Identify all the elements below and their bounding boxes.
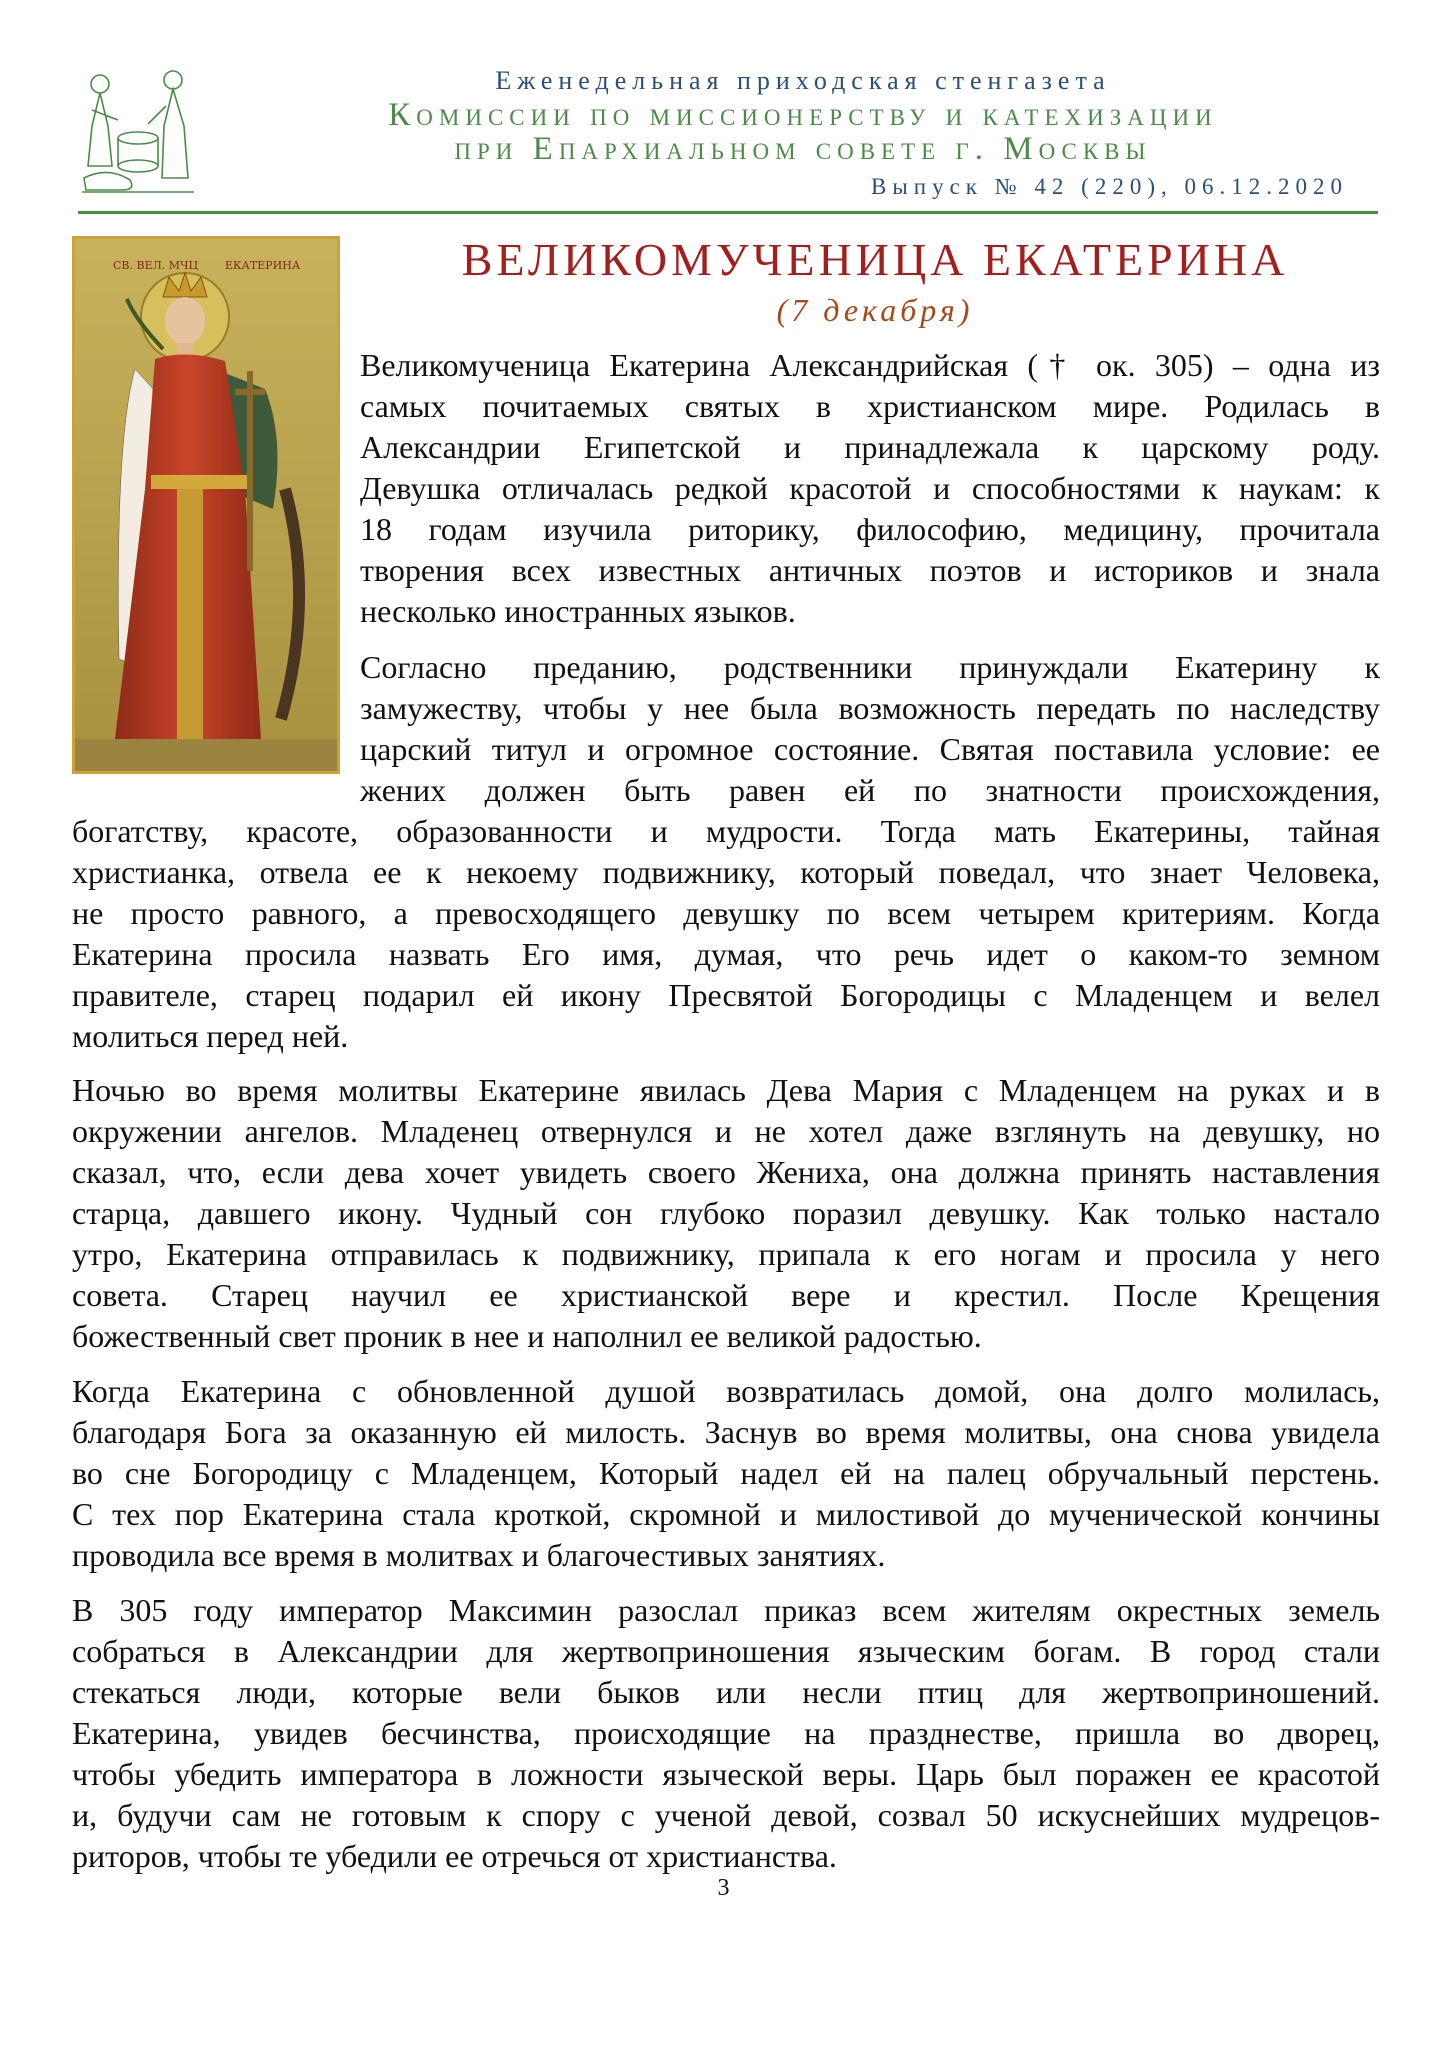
text-line: Согласно преданию, родственники принуждали Екатерину к xyxy=(360,649,1380,685)
text-line: во сне Богородицу с Младенцем, Который надел ей на палец обручальный перстень. xyxy=(72,1455,1380,1491)
masthead xyxy=(78,64,1378,214)
paragraph-2-part-2 xyxy=(72,811,1380,1057)
parish-logo xyxy=(78,66,198,196)
masthead-council: при Епархиальном совете г. Москвы xyxy=(454,131,1152,167)
text-line: проводила все время в молитвах и благочестивых занятиях. xyxy=(72,1537,886,1573)
saint-icon-image xyxy=(72,236,340,774)
text-line: христианка, отвела ее к некоему подвижнику, который поведал, что знает Человека, xyxy=(72,854,1380,890)
text-line: стекаться люди, которые вели быков или несли птиц для жертвоприношений. xyxy=(72,1674,1380,1710)
text-line: не просто равного, а превосходящего девушку по всем четырем критериям. Когда xyxy=(72,895,1380,931)
paragraph-1 xyxy=(360,345,1380,632)
text-line: царский титул и огромное состояние. Святая поставила условие: ее xyxy=(360,731,1380,767)
paragraph-2-part-1 xyxy=(360,647,1380,811)
article-title: ВЕЛИКОМУЧЕНИЦА ЕКАТЕРИНА xyxy=(461,234,1289,285)
page-number: 3 xyxy=(717,1875,730,1901)
text-line: совета. Старец научил ее христианской вере и крестил. После Крещения xyxy=(72,1277,1380,1313)
text-line: Екатерина, увидев бесчинства, происходящие на празднестве, пришла во дворец, xyxy=(72,1715,1380,1751)
text-line: правителе, старец подарил ей икону Пресвятой Богородицы с Младенцем и велел xyxy=(72,977,1380,1013)
text-line: Когда Екатерина с обновленной душой возвратилась домой, она долго молилась, xyxy=(72,1373,1380,1409)
text-line: С тех пор Екатерина стала кроткой, скромной и милостивой до мученической кончины xyxy=(72,1496,1380,1532)
text-line: риторов, чтобы те убедили ее отречься от христианства. xyxy=(72,1838,837,1874)
paragraph-3 xyxy=(72,1070,1380,1357)
header-divider xyxy=(78,211,1378,214)
text-line: несколько иностранных языков. xyxy=(360,593,796,629)
text-line: Девушка отличалась редкой красотой и способностями к наукам: к xyxy=(360,470,1380,506)
text-line: утро, Екатерина отправилась к подвижнику, припала к его ногам и просила у него xyxy=(72,1236,1380,1272)
masthead-text xyxy=(228,64,1378,166)
text-line: Екатерина просила назвать Его имя, думая, что речь идет о каком-то земном xyxy=(72,936,1380,972)
text-line: и, будучи сам не готовым к спору с ученой девой, созвал 50 искуснейших мудрецов- xyxy=(72,1797,1380,1833)
text-line: замужеству, чтобы у нее была возможность передать по наследству xyxy=(360,690,1380,726)
text-line: старца, давшего икону. Чудный сон глубоко поразил девушку. Как только настало xyxy=(72,1195,1380,1231)
text-line: Ночью во время молитвы Екатерине явилась Дева Мария с Младенцем на руках и в xyxy=(72,1072,1380,1108)
text-line: Александрии Египетской и принадлежала к царскому роду. xyxy=(360,429,1380,465)
paragraph-4 xyxy=(72,1371,1380,1576)
text-line: богатству, красоте, образованности и мудрости. Тогда мать Екатерины, тайная xyxy=(72,813,1380,849)
text-line: благодаря Бога за оказанную ей милость. Заснув во время молитвы, она снова увидела xyxy=(72,1414,1380,1450)
masthead-subtitle: Еженедельная приходская стенгазета xyxy=(495,66,1111,95)
text-line: творения всех известных античных поэтов и историков и знала xyxy=(360,552,1380,588)
svg-text:ЕКАТЕРИНА: ЕКАТЕРИНА xyxy=(225,259,301,272)
text-line: Великомученица Екатерина Александрийская († ок. 305) – одна из xyxy=(360,347,1380,383)
text-line: 18 годам изучила риторику, философию, медицину, прочитала xyxy=(360,511,1380,547)
text-line: божественный свет проник в нее и наполнил ее великой радостью. xyxy=(72,1318,982,1354)
issue-info: Выпуск № 42 (220), 06.12.2020 xyxy=(871,174,1348,199)
text-line: жених должен быть равен ей по знатности происхождения, xyxy=(360,772,1380,808)
text-line: собраться в Александрии для жертвоприношения языческим богам. В город стали xyxy=(72,1633,1380,1669)
paragraph-5 xyxy=(72,1590,1380,1877)
text-line: окружении ангелов. Младенец отвернулся и не хотел даже взглянуть на девушку, но xyxy=(72,1113,1380,1149)
masthead-commission: Комиссии по миссионерству и катехизации xyxy=(388,97,1218,133)
text-line: В 305 году император Максимин разослал приказ всем жителям окрестных земель xyxy=(72,1592,1380,1628)
text-line: сказал, что, если дева хочет увидеть своего Жениха, она должна принять наставления xyxy=(72,1154,1380,1190)
text-line: молиться перед ней. xyxy=(72,1018,349,1054)
text-line: самых почитаемых святых в христианском мире. Родилась в xyxy=(360,388,1380,424)
svg-text:СВ. ВЕЛ. МЧЦ: СВ. ВЕЛ. МЧЦ xyxy=(113,259,199,272)
text-line: чтобы убедить императора в ложности языческой веры. Царь был поражен ее красотой xyxy=(72,1756,1380,1792)
feast-date: (7 декабря) xyxy=(776,292,974,328)
